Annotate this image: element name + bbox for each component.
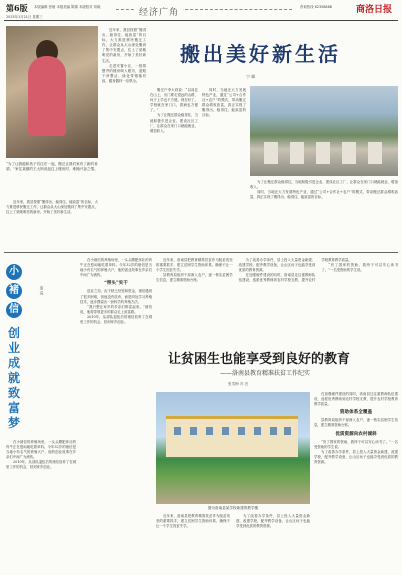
story1-column-4 bbox=[250, 180, 398, 248]
story2-column-1 bbox=[6, 440, 76, 570]
paragraph: 走进安置小区，一排排整齐的楼房映入眼帘，道路干净整洁，绿化带错落有致，健身器材一应俱全。 bbox=[102, 63, 146, 83]
paragraph: 搬迁户李大叔说：“以前住在山上，出门要走很远的山路，孩子上学也不方便。现在好了，学校就在家门口，看病也方便了。” bbox=[150, 88, 198, 113]
story1-photo-village bbox=[250, 86, 398, 176]
paragraph: 近年来，洛南县把教育精准扶贫作为脱贫攻坚的重要抓手，建立贫困学生资助体系，确保不让一个学生因贫失学。 bbox=[156, 514, 230, 529]
title-char: 成 bbox=[8, 356, 21, 370]
page-number: 第6版 bbox=[6, 3, 28, 13]
story3-subheading-b: 优质资源向农村倾斜 bbox=[335, 431, 377, 437]
title-char: 业 bbox=[8, 341, 21, 355]
story1-column-2 bbox=[150, 88, 198, 248]
story2-author: 庞 虎 bbox=[40, 286, 45, 295]
headline-char: 褚 bbox=[6, 283, 22, 299]
paragraph: 为了让搬迁群众稳得住，当地积极引进企业，建设社区工厂，让群众在家门口就能就业，增加收入。 bbox=[250, 180, 398, 190]
header-rule bbox=[4, 20, 398, 21]
newspaper-logo: 商洛日报 bbox=[356, 5, 393, 15]
story3-photo-caption: 图为洛南县某学校新建的教学楼 bbox=[207, 506, 259, 510]
headline-char: 小 bbox=[6, 264, 22, 280]
hotline-text: 咨询热线 62358888 bbox=[300, 5, 332, 9]
paragraph: 在小褚信的养殖场里，一头头膘肥体壮的肉牛正在悠闲地吃着草料。今年32岁的褚信是当地小有名气的养殖大户，他的创业故事在乡亲们中间广为流传。 bbox=[6, 440, 76, 460]
paragraph: 创业之初，由于缺乏经验和资金，褚信遇到了很多困难，但他没有放弃，而是四处学习养殖技术，逐步摸索出一套科学的养殖方法。 bbox=[80, 289, 152, 304]
paragraph: 同时，当地还大力发展特色产业，通过“公司+合作社+农户”的模式，带动搬迁群众增收致富，真正实现了搬得出、稳得住、能致富的目标。 bbox=[250, 190, 398, 200]
paragraph: 为了改善办学条件，县上投入大量资金新建、改建学校，配齐教学设备，让山区孩子也能享受到优质的教育资源。 bbox=[314, 449, 398, 465]
paragraph: 同时，当地还大力发展特色产业，通过“公司+合作社+农户”的模式，带动搬迁群众增收致富，真正实现了搬得出、稳得住、能致富的目标。 bbox=[202, 88, 246, 118]
editor-meta: 本版编辑 张敏 本版美编 陈锦 本版校对 刘晓 bbox=[34, 5, 101, 9]
paragraph: 在小褚信的养殖场里，一头头膘肥体壮的肉牛正在悠闲地吃着草料。今年32岁的褚信是当地小有名气的养殖大户，他的创业故事在乡亲们中间广为流传。 bbox=[80, 258, 152, 278]
paragraph: 近年来，我县按照“搬得出、稳得住、能致富”的目标，大力推进移民搬迁工作，让群众从大山深处搬到了集中安置点，住上了宽敞明亮的新房，开始了美好新生活。 bbox=[102, 28, 146, 63]
story3-right-column bbox=[314, 392, 398, 572]
story1-byline: 宁 峰 bbox=[246, 74, 256, 79]
story3-subheading-a: 资助体系全覆盖 bbox=[339, 410, 373, 416]
paragraph: 近年来，我县按照“搬得出、稳得住、能致富”的目标，大力推进移民搬迁工作，让群众从大山深处搬到了集中安置点，住上了宽敞明亮的新房，开始了美好新生活。 bbox=[6, 200, 98, 215]
paragraph: 2010年，从部队退伍后的褚信放弃了在城里工作的机会，回到家乡创业。 bbox=[6, 460, 76, 470]
story3-bottom-columns bbox=[156, 514, 310, 572]
story1-photo-family bbox=[6, 26, 98, 158]
story2-subheading: “带头”实干 bbox=[104, 281, 128, 287]
story2-column-2 bbox=[80, 258, 152, 570]
paragraph: 为了改善办学条件，县上投入大量资金新建、改建学校，配齐教学设备，让山区孩子也能享受到优质的教育资源。 bbox=[238, 258, 316, 273]
headline-char: 信 bbox=[6, 302, 22, 318]
title-char: 富 bbox=[8, 401, 21, 415]
story2-headline-block bbox=[6, 264, 64, 321]
issue-date: 2015年1月21日 星期三 bbox=[6, 15, 43, 19]
story1-photo-caption: “为了让我能和孩子们住在一起，搬迁让我们家有了新的希望。”家住某镇的王大妈说起住上楼房时，难掩兴奋之情。 bbox=[6, 162, 98, 171]
story3-photo-school bbox=[156, 392, 310, 504]
paragraph: 在加强硬件建设的同时，洛南县还注重教师队伍建设，选派优秀教师到农村学校支教，提升农村学校教育教学质量。 bbox=[238, 258, 352, 283]
paragraph: 近年来，洛南县把教育精准扶贫作为脱贫攻坚的重要抓手，建立贫困学生资助体系，确保不让一个学生因贫失学。 bbox=[156, 258, 233, 273]
story1-column-1 bbox=[102, 28, 146, 248]
story1-column-lead bbox=[6, 200, 98, 248]
paragraph: “有了国家的资助，我终于可以安心读书了。”一名受资助的学生说。 bbox=[314, 439, 398, 449]
title-char: 致 bbox=[8, 386, 21, 400]
paragraph: 2010年，从部队退伍后的褚信放弃了在城里工作的机会，回到家乡创业。 bbox=[80, 314, 152, 325]
story1-headline: 搬出美好新生活 bbox=[180, 42, 341, 66]
section-title: 经济广角 bbox=[135, 5, 183, 18]
section-divider bbox=[4, 252, 398, 253]
paragraph: 县教育局组织干部深入农户，逐一核实贫困学生信息，建立精准资助台账。 bbox=[314, 418, 398, 428]
story3-headline: 让贫困生也能享受到良好的教育 bbox=[168, 352, 351, 367]
paragraph: 县教育局组织干部深入农户，逐一核实贫困学生信息，建立精准资助台账。 bbox=[156, 273, 233, 283]
paragraph: “我只想让家乡的乡亲们都富起来。”褚信说，他将带领更多的群众走上致富路。 bbox=[80, 304, 152, 314]
title-char: 梦 bbox=[8, 416, 21, 430]
paragraph: “有了国家的资助，我终于可以安心读书了。”一名受资助的学生说。 bbox=[321, 263, 398, 273]
title-char: 创 bbox=[8, 326, 21, 340]
paragraph: 在加强硬件建设的同时，洛南县还注重教师队伍建设，选派优秀教师到农村学校支教，提升农村学校教育教学质量。 bbox=[314, 392, 398, 407]
title-char: 就 bbox=[8, 371, 21, 385]
story3-subtitle: ——洛南县教育精准扶贫工作纪实 bbox=[220, 370, 311, 377]
story1-column-3 bbox=[202, 88, 246, 248]
story2-vertical-title bbox=[8, 326, 28, 431]
story3-byline: 张雪梅 冯 亮 bbox=[228, 382, 249, 386]
paragraph: 为了让搬迁群众稳得住，当地积极引进企业，建设社区工厂，让群众在家门口就能就业，增加收入。 bbox=[150, 113, 198, 133]
paragraph: 为了改善办学条件，县上投入大量资金新建、改建学校，配齐教学设备，让山区孩子也能享受到优质的教育资源。 bbox=[236, 514, 310, 529]
story3-top-columns bbox=[156, 258, 398, 344]
